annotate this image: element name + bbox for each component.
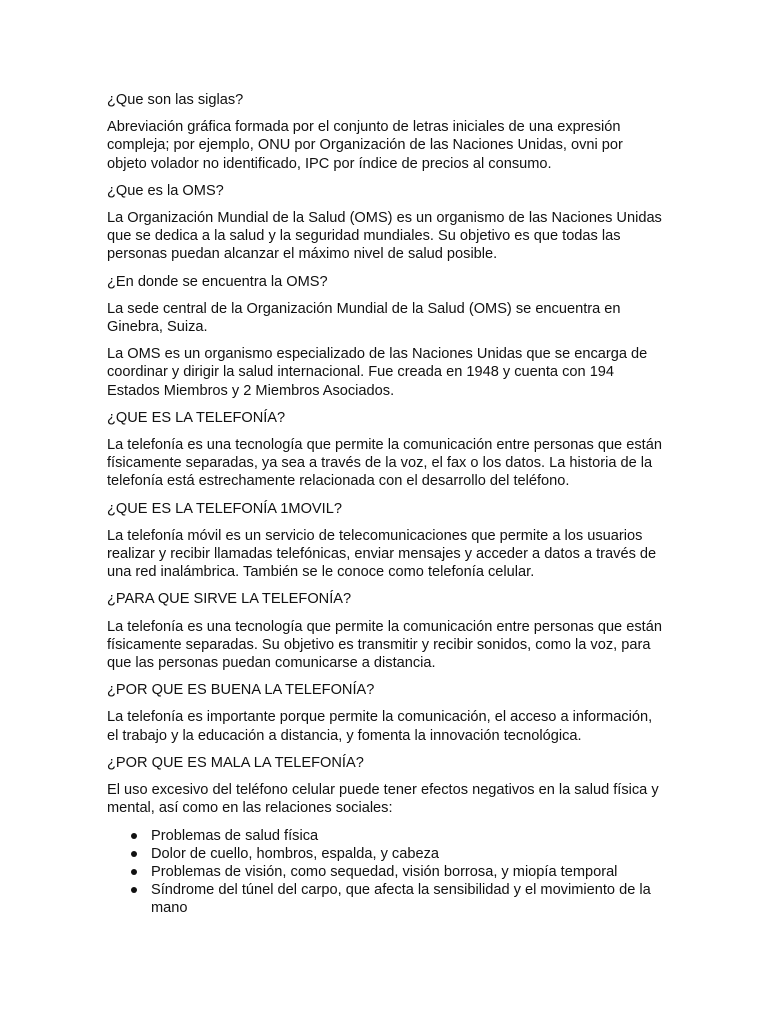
bullet-icon (131, 869, 137, 875)
answer-paragraph: La telefonía es una tecnología que permite la comunicación entre personas que están físicamente separadas. Su objetivo es transmitir y recibir sonidos, como la voz, para que las personas puedan comunicarse a distancia. (107, 618, 662, 672)
list-item (107, 863, 663, 881)
answer-paragraph: Abreviación gráfica formada por el conjunto de letras iniciales de una expresión compleja; por ejemplo, ONU por Organización de las Naciones Unidas, ovni por objeto volador no identificado, IPC por índice de precios al consumo. (107, 119, 623, 172)
bullet-icon (131, 887, 137, 893)
document-page (107, 91, 663, 918)
question-heading: ¿QUE ES LA TELEFONÍA 1MOVIL? (107, 500, 342, 517)
answer-paragraph: El uso excesivo del teléfono celular puede tener efectos negativos en la salud física y mental, así como en las relaciones sociales: (107, 782, 659, 817)
list-item (107, 845, 663, 863)
list-item-text: Problemas de salud física (151, 827, 319, 844)
bullet-icon (131, 833, 137, 839)
list-item-text: Dolor de cuello, hombros, espalda, y cabeza (151, 845, 439, 862)
list-item-text: Problemas de visión, como sequedad, visión borrosa, y miopía temporal (151, 863, 618, 880)
question-heading: ¿POR QUE ES MALA LA TELEFONÍA? (107, 754, 364, 771)
question-heading: ¿QUE ES LA TELEFONÍA? (107, 409, 286, 426)
question-heading: ¿PARA QUE SIRVE LA TELEFONÍA? (107, 591, 352, 608)
answer-paragraph: La telefonía es una tecnología que permite la comunicación entre personas que están físicamente separadas, ya sea a través de la voz, el fax o los datos. La historia de la telefonía está estrechamente relacionada con el desarrollo del teléfono. (107, 437, 662, 490)
effects-list (107, 827, 663, 918)
answer-paragraph: La OMS es un organismo especializado de las Naciones Unidas que se encarga de coordinar y dirigir la salud internacional. Fue creada en 1948 y cuenta con 194 Estados Miembros y 2 Miembros Asociados. (107, 346, 648, 399)
list-item (107, 827, 663, 845)
answer-paragraph: La telefonía es importante porque permite la comunicación, el acceso a información, el trabajo y la educación a distancia, y fomenta la innovación tecnológica. (107, 709, 653, 744)
answer-paragraph: La Organización Mundial de la Salud (OMS) es un organismo de las Naciones Unidas que se dedica a la salud y la seguridad mundiales. Su objetivo es que todas las personas puedan alcanzar el máximo nivel de salud posible. (107, 210, 662, 263)
question-heading: ¿Que son las siglas? (107, 92, 244, 108)
list-item (107, 881, 663, 917)
question-heading: ¿En donde se encuentra la OMS? (107, 273, 328, 290)
list-item-text: Síndrome del túnel del carpo, que afecta la sensibilidad y el movimiento de la mano (151, 882, 651, 917)
bullet-icon (131, 851, 137, 857)
question-heading: ¿POR QUE ES BUENA LA TELEFONÍA? (107, 682, 375, 699)
answer-paragraph: La telefonía móvil es un servicio de telecomunicaciones que permite a los usuarios realizar y recibir llamadas telefónicas, enviar mensajes y acceder a datos a través de una red inalámbrica. También se le conoce como telefonía celular. (107, 527, 657, 581)
question-heading: ¿Que es la OMS? (107, 182, 224, 199)
answer-paragraph: La sede central de la Organización Mundial de la Salud (OMS) se encuentra en Ginebra, Suiza. (107, 300, 621, 336)
